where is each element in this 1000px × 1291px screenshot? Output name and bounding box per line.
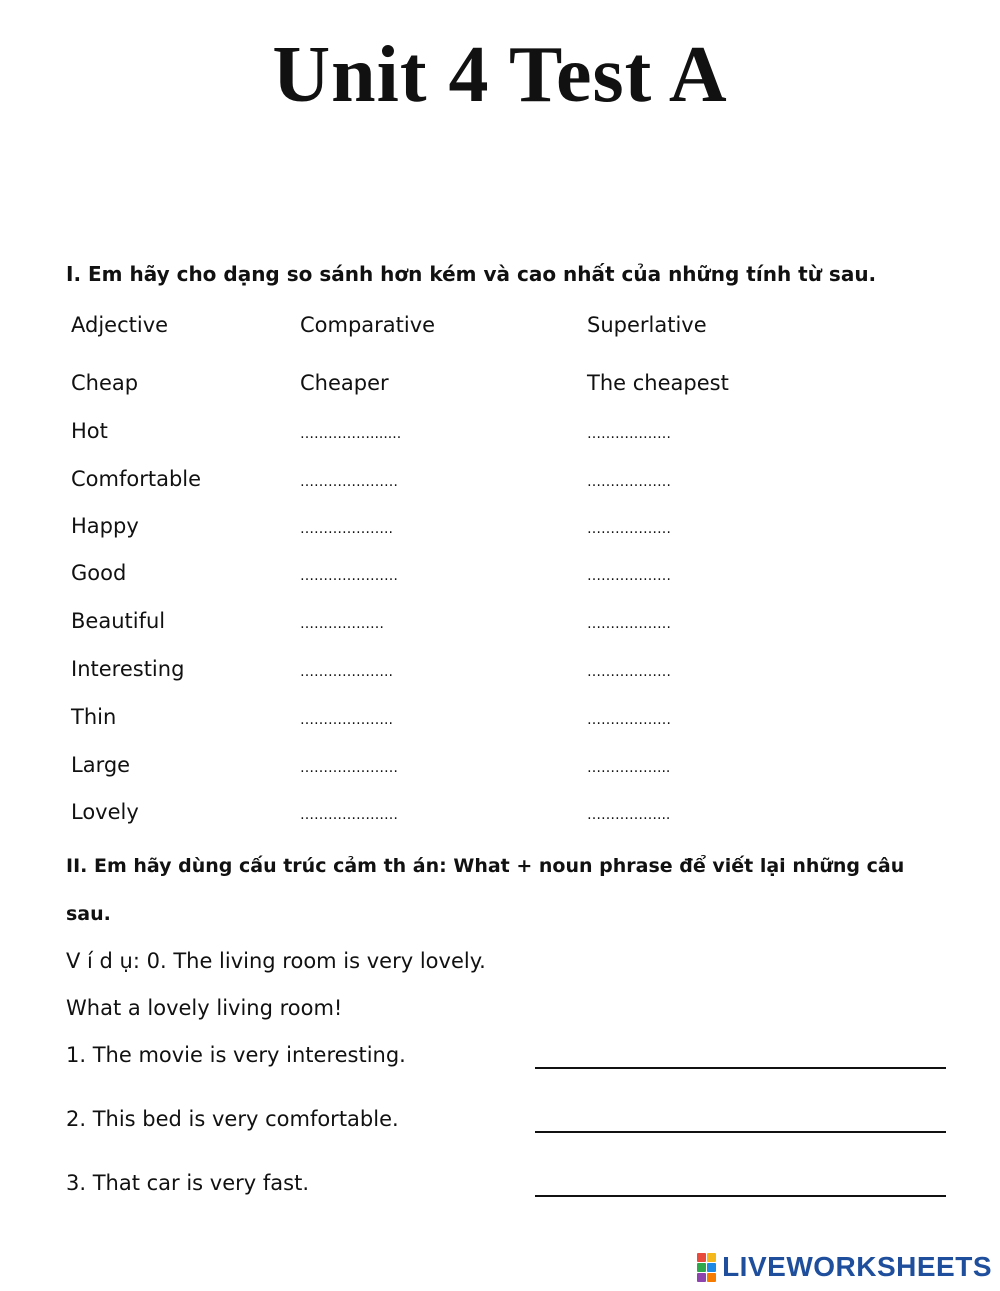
liveworksheets-logo-icon [697,1253,716,1282]
question-2: 2. This bed is very comfortable. [66,1107,399,1131]
superlative-blank[interactable]: ……………… [587,474,671,490]
comparative-blank[interactable]: ……………….. [300,664,393,680]
comparative-blank[interactable]: ……………… [300,616,384,632]
answer-line-3[interactable] [535,1195,946,1197]
superlative-blank[interactable]: ……………… [587,568,671,584]
adjective-cell: Happy [71,514,139,538]
logo-square [697,1263,706,1272]
adjective-cell: Hot [71,419,108,443]
comparative-blank[interactable]: ………………… [300,807,398,823]
adjective-cell: Lovely [71,800,139,824]
column-header-superlative: Superlative [587,313,707,337]
logo-square [707,1253,716,1262]
page-title: Unit 4 Test A [272,31,728,119]
adjective-cell: Good [71,561,127,585]
comparative-blank[interactable]: ………………… [300,760,398,776]
section-2-heading-continued: sau. [66,903,111,925]
answer-line-2[interactable] [535,1131,946,1133]
adjective-cell: Beautiful [71,609,166,633]
liveworksheets-logo [697,1251,992,1283]
section-2-heading: II. Em hãy dùng cấu trúc cảm th án: What + noun phrase để viết lại những câu [66,855,905,877]
section-1-heading: I. Em hãy cho dạng so sánh hơn kém và cao nhất của những tính từ sau. [66,262,877,286]
superlative-blank[interactable]: ……………… [587,616,671,632]
adjective-cell: Cheap [71,371,139,395]
superlative-blank[interactable]: ……………… [587,426,671,442]
column-header-adjective: Adjective [71,313,169,337]
comparative-blank[interactable]: ……………....... [300,426,402,442]
superlative-blank[interactable]: ……………… [587,712,671,728]
column-header-comparative: Comparative [300,313,436,337]
logo-square [707,1273,716,1282]
question-3: 3. That car is very fast. [66,1171,309,1195]
example-answer: What a lovely living room! [66,996,343,1020]
question-1: 1. The movie is very interesting. [66,1043,406,1067]
logo-square [707,1263,716,1272]
comparative-blank[interactable]: ……………….. [300,521,393,537]
comparative-blank[interactable]: ……………….. [300,712,393,728]
brand-name: LIVEWORKSHEETS [722,1251,992,1282]
logo-square [697,1253,706,1262]
superlative-cell: The cheapest [587,371,729,395]
comparative-cell: Cheaper [300,371,389,395]
adjective-cell: Comfortable [71,467,202,491]
example-sentence: V í d ụ: 0. The living room is very lovely. [66,949,486,973]
comparative-blank[interactable]: ………………… [300,568,398,584]
logo-square [697,1273,706,1282]
superlative-blank[interactable]: ……………... [587,807,671,823]
answer-line-1[interactable] [535,1067,946,1069]
superlative-blank[interactable]: ……………… [587,521,671,537]
adjective-cell: Thin [71,705,117,729]
superlative-blank[interactable]: ……………... [587,760,671,776]
comparative-blank[interactable]: ………………… [300,474,398,490]
adjective-cell: Large [71,753,131,777]
superlative-blank[interactable]: ……………… [587,664,671,680]
adjective-cell: Interesting [71,657,185,681]
